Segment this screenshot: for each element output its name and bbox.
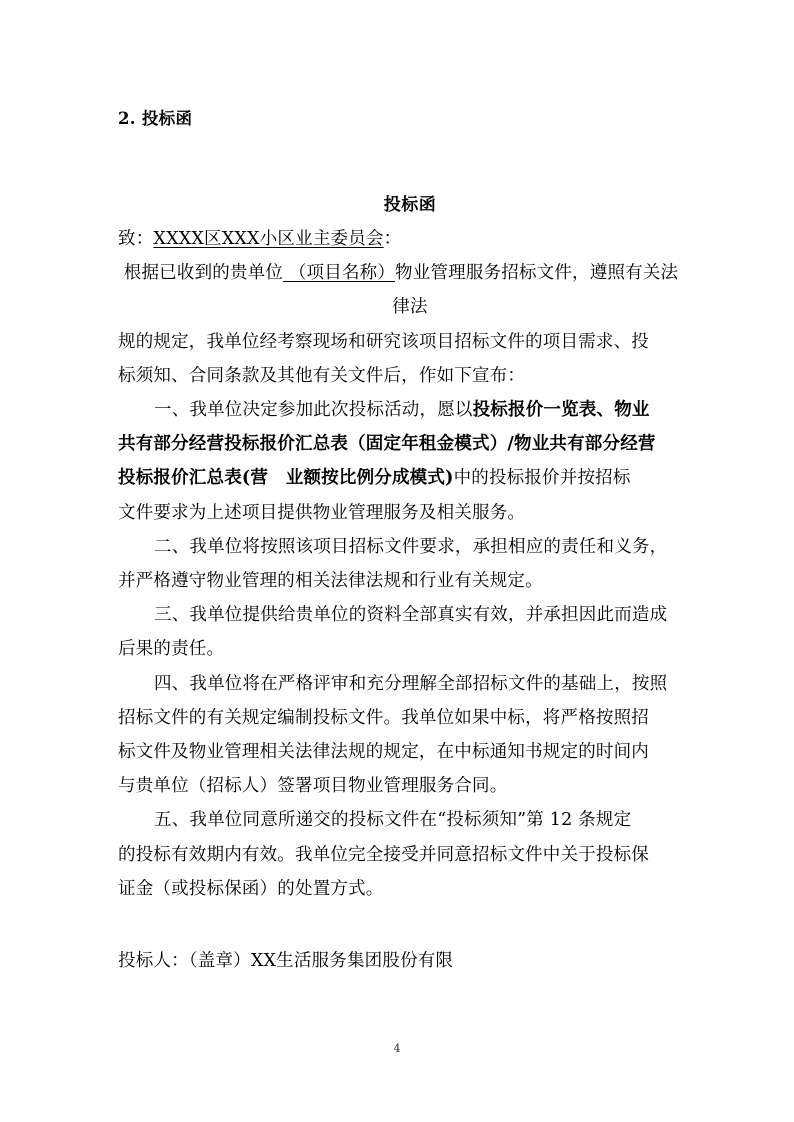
clause-1-line-3-seg-2: 中的投标报价并按招标 [453, 468, 631, 489]
clause-1-line-4 [118, 496, 702, 530]
opening-line-2: 律法 [392, 297, 428, 318]
clause-3-line-2-seg-1: 后果的责任。 [118, 639, 225, 660]
bidder-signature-line: 投标人：（盖章）XX生活服务集团股份有限 [118, 951, 454, 972]
clause-1 [118, 393, 702, 530]
opening-line-3: 规的规定，我单位经考察现场和研究该项目招标文件的项目需求、投 [118, 331, 649, 352]
clause-5-line-1-seg-1: 五、我单位同意所递交的投标文件在“投标须知”第 12 条规定 [154, 810, 632, 831]
opening-line-1 [118, 256, 702, 290]
clause-5-line-3-seg-1: 证金（或投标保函）的处置方式。 [118, 878, 384, 899]
page-number: 4 [393, 1042, 401, 1055]
clause-1-line-3-seg-1: 投标报价汇总表(营 业额按比例分成模式) [118, 468, 454, 489]
addressee-colon: ： [383, 229, 402, 249]
clause-2-line-1-seg-1: 二、我单位将按照该项目招标文件要求，承担相应的责任和义务， [154, 536, 668, 557]
clause-3 [118, 598, 702, 666]
clause-5-line-2-seg-1: 的投标有效期内有效。我单位完全接受并同意招标文件中关于投标保 [118, 844, 649, 865]
addressee-label: 致： [118, 229, 154, 249]
opening-text-before: 根据已收到的贵单位 [118, 263, 284, 284]
clause-1-line-3 [118, 461, 702, 495]
clause-4-line-3 [118, 735, 702, 769]
clause-1-line-1 [118, 393, 702, 427]
clause-3-line-2 [118, 632, 702, 666]
heading-spacer [118, 134, 702, 188]
clause-5 [118, 803, 702, 906]
addressee-value: XXXX区XXX小区业主委员会 [153, 229, 384, 249]
addressee-line [118, 222, 702, 256]
document-title: 投标函 [383, 195, 437, 215]
clause-2-line-2 [118, 564, 702, 598]
clause-4-line-4-seg-1: 与贵单位（招标人）签署项目物业管理服务合同。 [118, 776, 508, 797]
signature-spacer [118, 906, 702, 944]
clause-1-line-2 [118, 427, 702, 461]
clause-2-line-1 [118, 530, 702, 564]
clause-5-line-1 [118, 803, 702, 837]
document-body [118, 104, 702, 978]
opening-text-after: 物业管理服务招标文件，遵照有关法 [395, 263, 679, 284]
clause-4-line-3-seg-1: 标文件及物业管理相关法律法规的规定，在中标通知书规定的时间内 [118, 742, 649, 763]
clause-5-line-3 [118, 872, 702, 906]
opening-line-4: 标须知、合同条款及其他有关文件后，作如下宣布： [118, 365, 526, 386]
clause-list [118, 393, 702, 906]
clause-4-line-4 [118, 769, 702, 803]
clause-4-line-1-seg-1: 四、我单位将在严格评审和充分理解全部招标文件的基础上，按照 [154, 673, 668, 694]
clause-3-line-1 [118, 598, 702, 632]
clause-4 [118, 667, 702, 804]
clause-1-line-4-seg-1: 文件要求为上述项目提供物业管理服务及相关服务。 [118, 502, 526, 523]
clause-1-line-1-seg-2: 投标报价一览表、物业 [472, 400, 650, 421]
project-name-blank: （项目名称） [283, 263, 396, 284]
clause-4-line-2 [118, 701, 702, 735]
section-heading: 2. 投标函 [118, 109, 193, 128]
clause-5-line-2 [118, 838, 702, 872]
clause-1-line-1-seg-1: 一、我单位决定参加此次投标活动，愿以 [154, 400, 473, 421]
clause-1-line-2-seg-1: 共有部分经营投标报价汇总表（固定年租金模式）/物业共有部分经营 [118, 434, 656, 455]
clause-2-line-2-seg-1: 并严格遵守物业管理的相关法律法规和行业有关规定。 [118, 571, 543, 592]
clause-4-line-1 [118, 667, 702, 701]
clause-3-line-1-seg-1: 三、我单位提供给贵单位的资料全部真实有效，并承担因此而造成 [154, 605, 668, 626]
clause-4-line-2-seg-1: 招标文件的有关规定编制投标文件。我单位如果中标，将严格按照招 [118, 707, 649, 728]
clause-2 [118, 530, 702, 598]
